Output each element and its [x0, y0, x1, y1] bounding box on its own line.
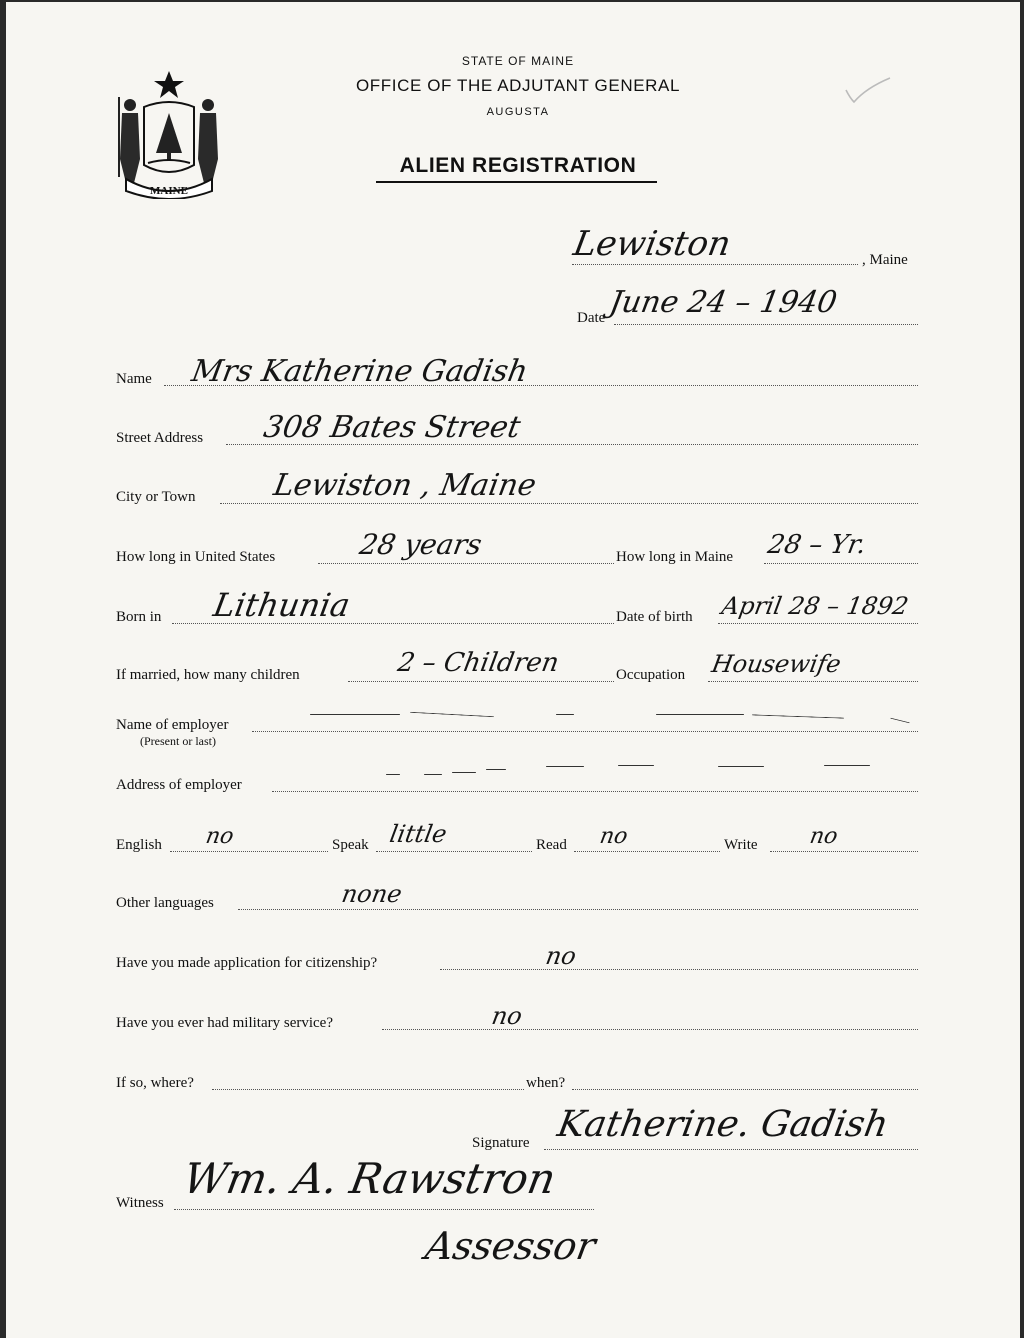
military-label: Have you ever had military service? [116, 1015, 333, 1031]
name-line [164, 385, 918, 386]
employer-name-label: Name of employer [116, 717, 229, 733]
read-entry: no [597, 824, 630, 849]
employer-note-label: (Present or last) [140, 734, 216, 748]
write-line [770, 851, 918, 852]
how-long-us-line [318, 563, 614, 564]
name-entry: Mrs Katherine Gadish [188, 354, 531, 389]
employer-address-line [272, 791, 918, 792]
born-in-entry: Lithunia [210, 586, 353, 624]
citizenship-label: Have you made application for citizenship? [116, 955, 378, 971]
blank-dash [410, 712, 494, 717]
blank-dash [486, 769, 506, 770]
how-long-maine-line [764, 563, 918, 564]
speak-line [376, 851, 532, 852]
header-office: OFFICE OF THE ADJUTANT GENERAL [355, 76, 681, 95]
other-languages-label: Other languages [116, 895, 214, 911]
form-title: ALIEN REGISTRATION [399, 154, 637, 177]
seal-text: MAINE [150, 185, 188, 197]
witness-line [174, 1209, 594, 1210]
occupation-label: Occupation [616, 667, 686, 683]
write-entry: no [807, 824, 840, 849]
children-line [348, 681, 614, 682]
witness-entry: Wm. A. Rawstron [179, 1154, 560, 1203]
date-of-birth-entry: April 28 – 1892 [719, 592, 911, 620]
citizenship-line [440, 969, 918, 970]
other-languages-entry: none [339, 880, 405, 908]
blank-dash [890, 718, 910, 724]
if-so-where-line [212, 1089, 524, 1090]
signature-entry: Katherine. Gadish [554, 1104, 892, 1145]
children-label: If married, how many children [116, 667, 300, 683]
city-entry: Lewiston , Maine [270, 468, 539, 503]
header-state: STATE OF MAINE [461, 54, 575, 68]
blank-dash [452, 772, 476, 773]
how-long-us-entry: 28 years [357, 528, 485, 561]
signature-label: Signature [472, 1135, 530, 1151]
english-entry: no [203, 824, 236, 849]
when-label: when? [526, 1075, 566, 1091]
blank-dash [718, 766, 764, 767]
if-so-where-label: If so, where? [116, 1075, 194, 1091]
street-address-label: Street Address [116, 430, 204, 446]
when-line [572, 1089, 918, 1090]
english-line [170, 851, 328, 852]
blank-dash [656, 714, 744, 715]
name-label: Name [116, 371, 152, 387]
other-languages-line [238, 909, 918, 910]
header-city: AUGUSTA [486, 106, 550, 118]
read-label: Read [536, 837, 567, 853]
town-entry: Lewiston [570, 224, 734, 264]
date-line [614, 324, 918, 325]
city-line [220, 503, 918, 504]
speak-label: Speak [332, 837, 369, 853]
date-entry: June 24 – 1940 [606, 285, 840, 320]
write-label: Write [724, 837, 758, 853]
witness-title-entry: Assessor [422, 1224, 599, 1268]
maine-suffix: , Maine [862, 252, 908, 268]
town-line [572, 264, 858, 265]
city-label: City or Town [116, 489, 196, 505]
blank-dash [310, 714, 400, 715]
blank-dash [546, 766, 584, 767]
read-line [574, 851, 720, 852]
speak-entry: little [387, 820, 449, 848]
occupation-entry: Housewife [709, 650, 844, 678]
street-address-line [226, 444, 918, 445]
how-long-maine-label: How long in Maine [616, 549, 734, 565]
employer-name-line [252, 731, 918, 732]
born-in-label: Born in [116, 609, 162, 625]
occupation-line [708, 681, 918, 682]
street-address-entry: 308 Bates Street [260, 410, 524, 445]
date-label: Date [577, 310, 606, 326]
signature-line [544, 1149, 918, 1150]
employer-address-label: Address of employer [116, 777, 242, 793]
born-in-line [172, 623, 614, 624]
citizenship-entry: no [543, 942, 579, 970]
blank-dash [618, 765, 654, 766]
witness-label: Witness [116, 1195, 164, 1211]
date-of-birth-label: Date of birth [616, 609, 693, 625]
military-entry: no [489, 1002, 525, 1030]
title-underline [376, 181, 657, 183]
how-long-us-label: How long in United States [116, 549, 276, 565]
blank-dash [386, 774, 400, 775]
blank-dash [424, 774, 442, 775]
blank-dash [752, 714, 844, 718]
date-of-birth-line [718, 623, 918, 624]
military-line [382, 1029, 918, 1030]
blank-dash [824, 765, 870, 766]
blank-dash [556, 714, 574, 715]
how-long-maine-entry: 28 – Yr. [765, 530, 869, 560]
children-entry: 2 – Children [395, 648, 562, 678]
english-label: English [116, 837, 162, 853]
